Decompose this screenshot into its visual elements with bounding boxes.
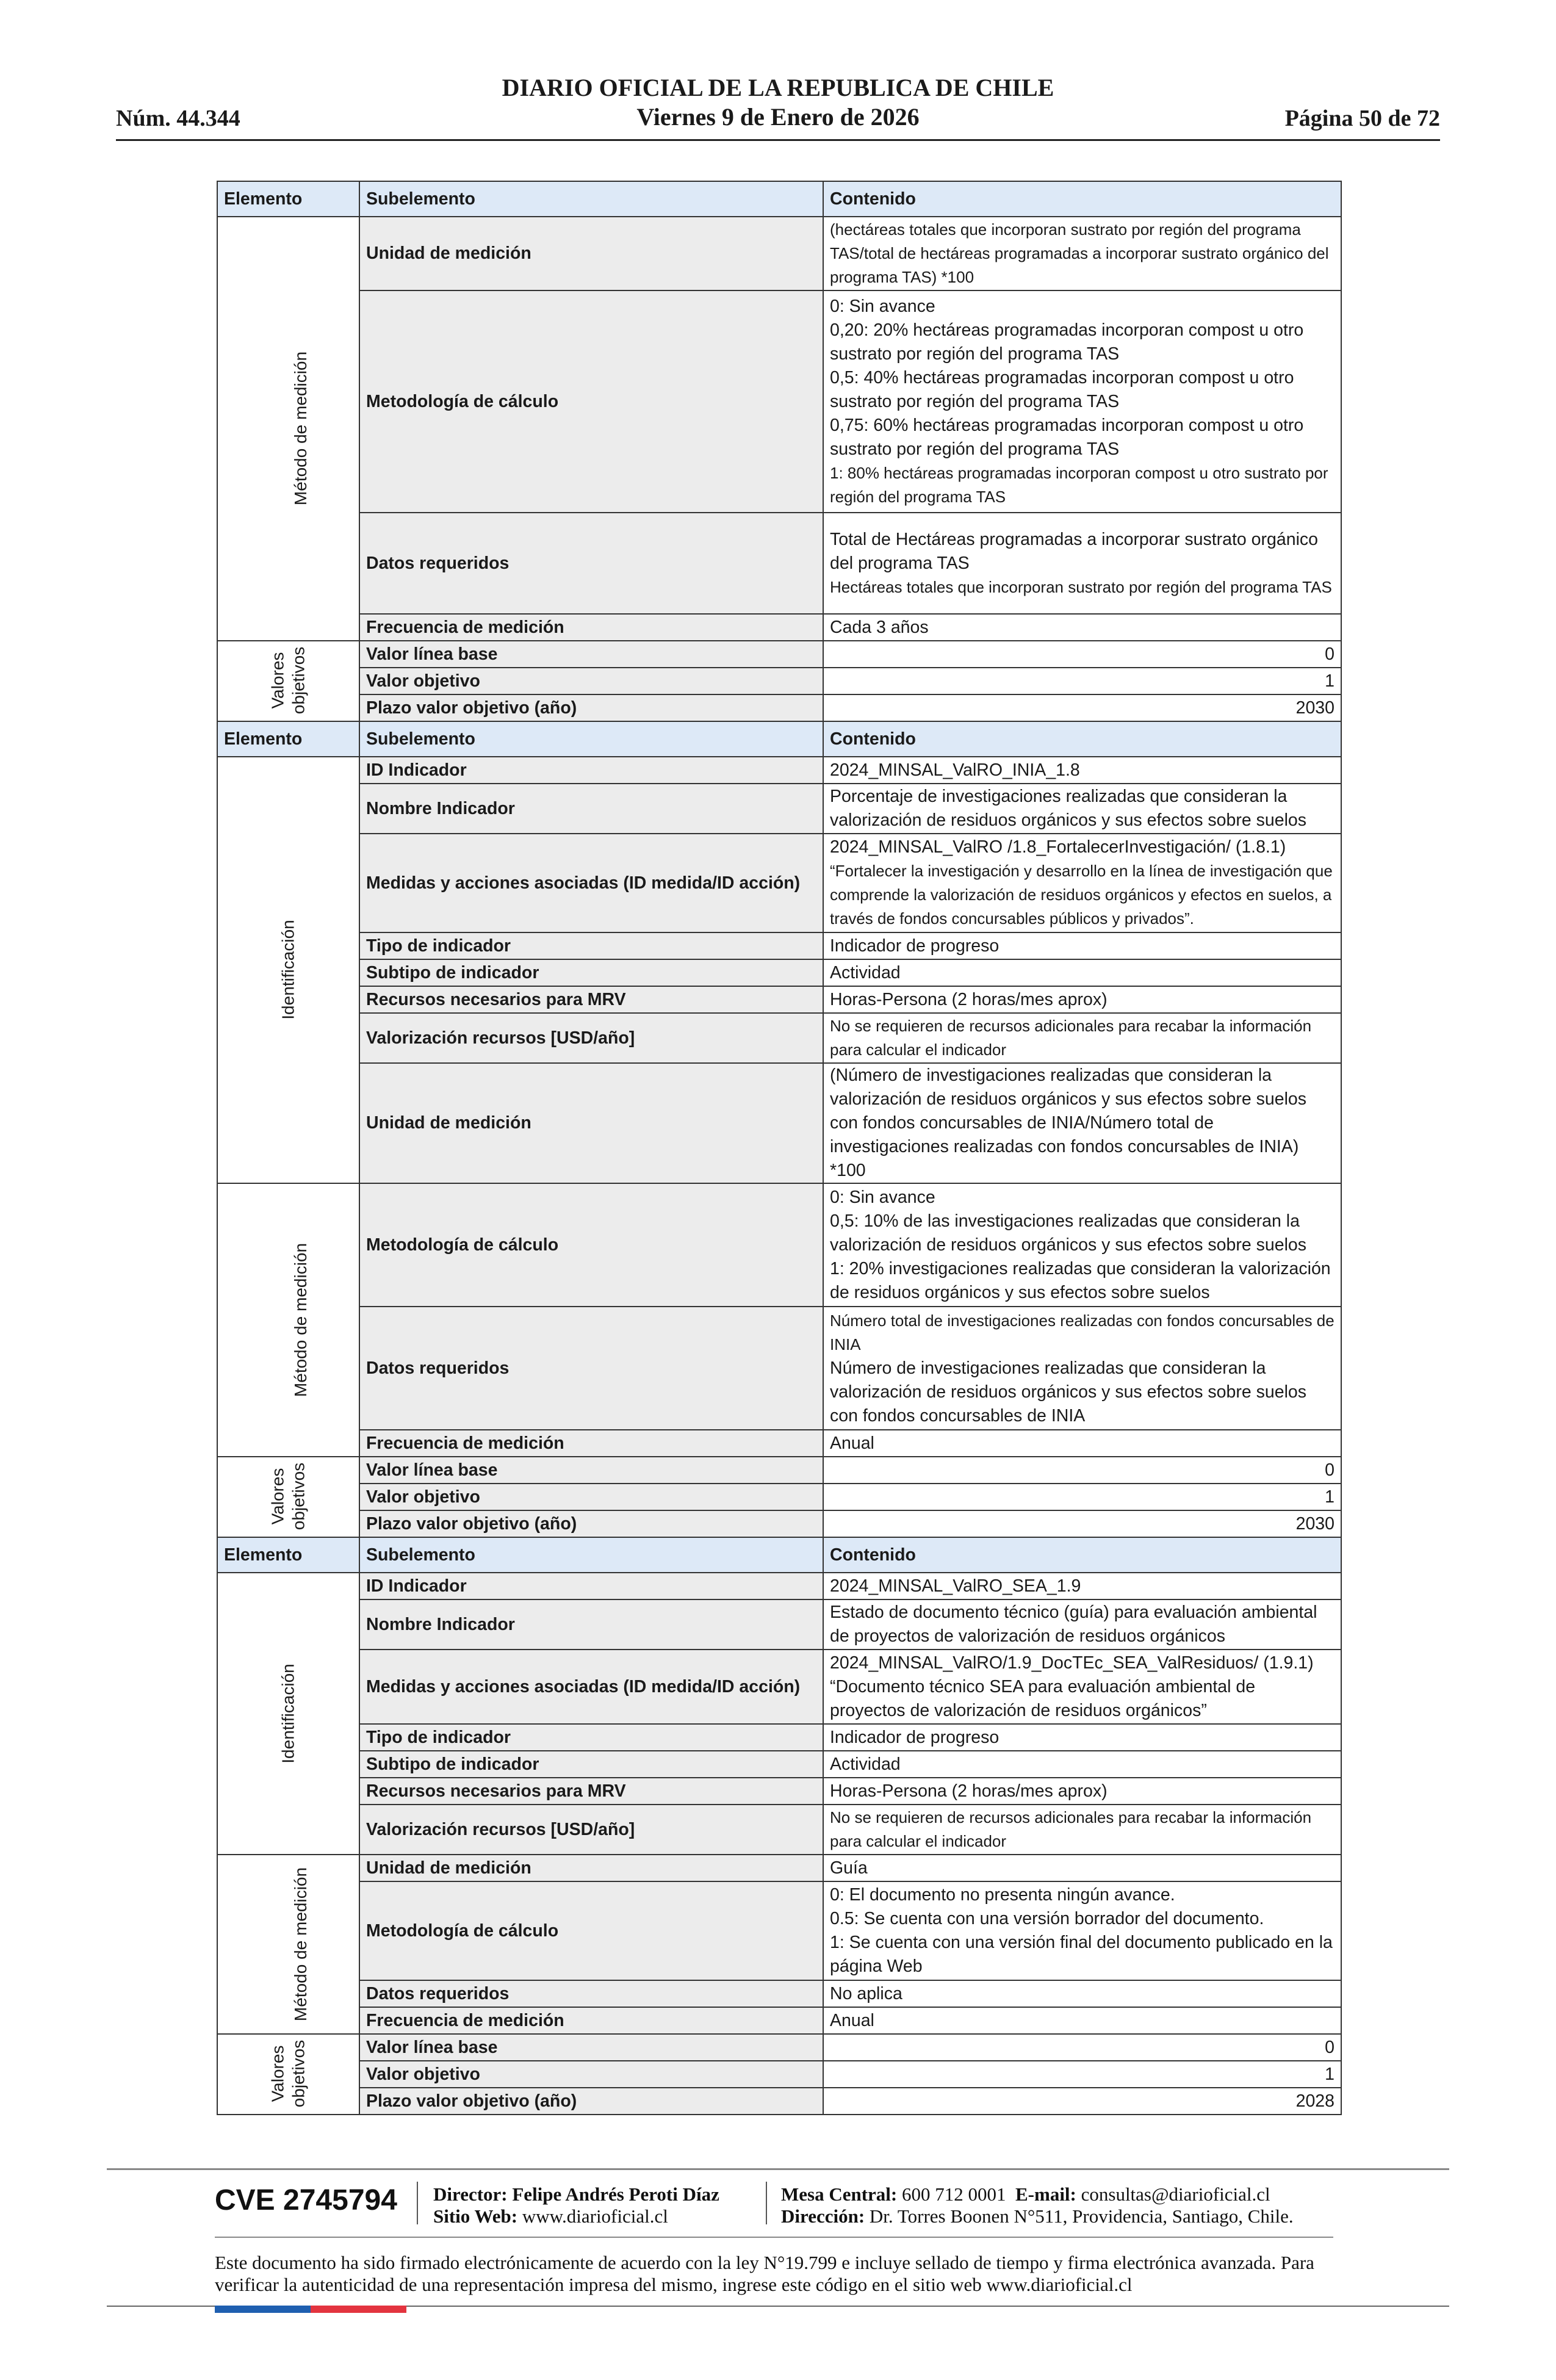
table-row	[217, 668, 1341, 694]
header-rule	[116, 139, 1440, 141]
row-label: Valor objetivo	[359, 668, 823, 694]
table-row	[217, 2061, 1341, 2088]
row-value: Estado de documento técnico (guía) para evaluación ambiental de proyectos de valorización de residuos orgánicos	[823, 1599, 1341, 1650]
group-valores-objetivos: Valores objetivos	[217, 2034, 359, 2115]
table-row	[217, 290, 1341, 513]
table-row	[217, 1457, 1341, 1484]
publication-title: DIARIO OFICIAL DE LA REPUBLICA DE CHILE	[502, 74, 1054, 101]
row-value: No se requieren de recursos adicionales para recabar la información para calcular el indicador	[823, 1013, 1341, 1063]
table-row	[217, 932, 1341, 959]
row-label: Frecuencia de medición	[359, 1430, 823, 1457]
table-row	[217, 1650, 1341, 1724]
row-value: 2030	[823, 694, 1341, 721]
row-label: Valor línea base	[359, 1457, 823, 1484]
row-label: Recursos necesarios para MRV	[359, 1778, 823, 1805]
group-valores-objetivos: Valores objetivos	[217, 1457, 359, 1537]
table-row	[217, 1778, 1341, 1805]
row-value: Indicador de progreso	[823, 932, 1341, 959]
table-row	[217, 986, 1341, 1013]
row-value: 2024_MINSAL_ValRO /1.8_FortalecerInvestigación/ (1.8.1) “Fortalecer la investigación y desarrollo en la línea de investigación que comprende la valorización de residuos orgánicos y efectos en suelos, a través de fondos concursables públicos y privados”.	[823, 834, 1341, 932]
row-value: Total de Hectáreas programadas a incorporar sustrato orgánico del programa TAS Hectáreas totales que incorporan sustrato por región del programa TAS	[823, 513, 1341, 614]
table-row	[217, 1183, 1341, 1307]
table-row	[217, 1013, 1341, 1063]
row-value: 0: El documento no presenta ningún avance. 0.5: Se cuenta con una versión borrador del documento. 1: Se cuenta con una versión final del documento publicado en la página Web	[823, 1881, 1341, 1980]
col-elemento: Elemento	[217, 1537, 359, 1573]
row-value: Actividad	[823, 1751, 1341, 1778]
col-contenido: Contenido	[823, 181, 1341, 217]
col-subelemento: Subelemento	[359, 181, 823, 217]
indicator-table	[217, 181, 1342, 2115]
table-header-row	[217, 181, 1341, 217]
row-label: Plazo valor objetivo (año)	[359, 1510, 823, 1537]
row-label: Medidas y acciones asociadas (ID medida/ID acción)	[359, 1650, 823, 1724]
table-row	[217, 757, 1341, 784]
table-row	[217, 1430, 1341, 1457]
col-subelemento: Subelemento	[359, 721, 823, 757]
row-value: 2028	[823, 2088, 1341, 2115]
table-row	[217, 1510, 1341, 1537]
publication-date: Viernes 9 de Enero de 2026	[636, 103, 920, 131]
table-header-row	[217, 1537, 1341, 1573]
group-valores-objetivos: Valores objetivos	[217, 641, 359, 721]
table-row	[217, 1805, 1341, 1855]
row-label: Frecuencia de medición	[359, 2007, 823, 2034]
group-metodo-medicion: Método de medición	[217, 1183, 359, 1457]
row-value: 1	[823, 2061, 1341, 2088]
legal-notice: Este documento ha sido firmado electrónicamente de acuerdo con la ley N°19.799 e incluye sellado de tiempo y firma electrónica avanzada. Para verificar la autenticidad de una representación impresa del mismo, ingrese este código en el sitio web www.diarioficial.cl	[215, 2252, 1314, 2295]
row-label: Frecuencia de medición	[359, 614, 823, 641]
row-value: 0	[823, 1457, 1341, 1484]
table-row	[217, 1573, 1341, 1599]
table-row	[217, 217, 1341, 290]
col-contenido: Contenido	[823, 1537, 1341, 1573]
row-label: Metodología de cálculo	[359, 1881, 823, 1980]
row-value: (Número de investigaciones realizadas que consideran la valorización de residuos orgánicos y sus efectos sobre suelos con fondos concursables de INIA/Número total de investigaciones realizadas con fondos concursables de INIA) *100	[823, 1063, 1341, 1183]
footer-director-block: Director: Felipe Andrés Peroti Díaz Sitio Web: www.diarioficial.cl	[433, 2183, 719, 2227]
page-header	[116, 73, 1440, 140]
table-row	[217, 1980, 1341, 2007]
table-row	[217, 641, 1341, 668]
row-label: Metodología de cálculo	[359, 1183, 823, 1307]
row-label: Nombre Indicador	[359, 1599, 823, 1650]
table-header-row	[217, 721, 1341, 757]
row-label: Valor objetivo	[359, 2061, 823, 2088]
table-row	[217, 959, 1341, 986]
col-contenido: Contenido	[823, 721, 1341, 757]
footer-contact-block: Mesa Central: 600 712 0001 E-mail: consultas@diarioficial.cl Dirección: Dr. Torres Boonen N°511, Providencia, Santiago, Chile.	[781, 2183, 1294, 2227]
row-value: Horas-Persona (2 horas/mes aprox)	[823, 986, 1341, 1013]
row-value: 2024_MINSAL_ValRO_INIA_1.8	[823, 757, 1341, 784]
row-value: No aplica	[823, 1980, 1341, 2007]
row-label: Tipo de indicador	[359, 1724, 823, 1751]
row-value: 2024_MINSAL_ValRO_SEA_1.9	[823, 1573, 1341, 1599]
row-value: Anual	[823, 2007, 1341, 2034]
row-label: Subtipo de indicador	[359, 959, 823, 986]
table-row	[217, 1855, 1341, 1881]
row-value: 0: Sin avance 0,5: 10% de las investigaciones realizadas que consideran la valorización de residuos orgánicos y sus efectos sobre suelos 1: 20% investigaciones realizadas que consideran la valorización de residuos orgánicos y sus efectos sobre suelos	[823, 1183, 1341, 1307]
table-row	[217, 614, 1341, 641]
page-number: Página 50 de 72	[1284, 106, 1440, 131]
row-value: 1	[823, 1484, 1341, 1510]
email-link[interactable]: consultas@diarioficial.cl	[1081, 2183, 1270, 2205]
row-label: Datos requeridos	[359, 513, 823, 614]
row-label: Nombre Indicador	[359, 784, 823, 834]
footer-divider	[417, 2182, 418, 2224]
group-metodo-medicion: Método de medición	[217, 1855, 359, 2034]
footer-divider	[766, 2182, 767, 2224]
row-value: 0	[823, 641, 1341, 668]
row-value: (hectáreas totales que incorporan sustrato por región del programa TAS/total de hectáreas programadas a incorporar sustrato orgánico del programa TAS) *100	[823, 217, 1341, 290]
group-metodo-medicion: Método de medición	[217, 217, 359, 641]
group-identificacion: Identificación	[217, 757, 359, 1183]
row-value: 2030	[823, 1510, 1341, 1537]
row-label: Medidas y acciones asociadas (ID medida/ID acción)	[359, 834, 823, 932]
table-row	[217, 834, 1341, 932]
table-row	[217, 1751, 1341, 1778]
row-value: Guía	[823, 1855, 1341, 1881]
row-label: Valorización recursos [USD/año]	[359, 1013, 823, 1063]
row-label: Valor línea base	[359, 2034, 823, 2061]
table-row	[217, 513, 1341, 614]
cve-code: CVE 2745794	[215, 2184, 397, 2216]
table-row	[217, 2088, 1341, 2115]
header-center	[116, 73, 1440, 132]
table-row	[217, 1599, 1341, 1650]
footer-rule	[107, 2168, 1449, 2170]
table-row	[217, 1881, 1341, 1980]
row-label: Datos requeridos	[359, 1307, 823, 1430]
row-value: No se requieren de recursos adicionales para recabar la información para calcular el indicador	[823, 1805, 1341, 1855]
row-value: 2024_MINSAL_ValRO/1.9_DocTEc_SEA_ValResiduos/ (1.9.1) “Documento técnico SEA para evaluación ambiental de proyectos de valorización de residuos orgánicos”	[823, 1650, 1341, 1724]
row-label: Plazo valor objetivo (año)	[359, 2088, 823, 2115]
table-row	[217, 694, 1341, 721]
table-row	[217, 1307, 1341, 1430]
table-row	[217, 2034, 1341, 2061]
row-value: Horas-Persona (2 horas/mes aprox)	[823, 1778, 1341, 1805]
row-value: 0: Sin avance 0,20: 20% hectáreas programadas incorporan compost u otro sustrato por región del programa TAS 0,5: 40% hectáreas programadas incorporan compost u otro sustrato por región del programa TAS 0,75: 60% hectáreas programadas incorporan compost u otro sustrato por región del programa TAS 1: 80% hectáreas programadas incorporan compost u otro sustrato por región del programa TAS	[823, 290, 1341, 513]
issue-number: Núm. 44.344	[116, 106, 240, 131]
col-subelemento: Subelemento	[359, 1537, 823, 1573]
row-label: Metodología de cálculo	[359, 290, 823, 513]
row-label: Valor línea base	[359, 641, 823, 668]
flag-color-bar	[215, 2306, 406, 2313]
row-label: Subtipo de indicador	[359, 1751, 823, 1778]
red-bar	[311, 2306, 406, 2313]
blue-bar	[215, 2306, 311, 2313]
table-row	[217, 2007, 1341, 2034]
row-value: Indicador de progreso	[823, 1724, 1341, 1751]
row-value: Porcentaje de investigaciones realizadas que consideran la valorización de residuos orgánicos y sus efectos sobre suelos	[823, 784, 1341, 834]
website-link[interactable]: www.diarioficial.cl	[522, 2205, 668, 2227]
row-label: Unidad de medición	[359, 1855, 823, 1881]
row-label: Unidad de medición	[359, 217, 823, 290]
row-label: Valorización recursos [USD/año]	[359, 1805, 823, 1855]
group-identificacion: Identificación	[217, 1573, 359, 1855]
row-label: Unidad de medición	[359, 1063, 823, 1183]
table-row	[217, 1063, 1341, 1183]
col-elemento: Elemento	[217, 181, 359, 217]
row-value: Anual	[823, 1430, 1341, 1457]
row-value: Actividad	[823, 959, 1341, 986]
row-label: ID Indicador	[359, 757, 823, 784]
row-label: Datos requeridos	[359, 1980, 823, 2007]
row-value: 0	[823, 2034, 1341, 2061]
row-value: 1	[823, 668, 1341, 694]
row-value: Cada 3 años	[823, 614, 1341, 641]
table-row	[217, 1724, 1341, 1751]
row-label: Recursos necesarios para MRV	[359, 986, 823, 1013]
row-label: Plazo valor objetivo (año)	[359, 694, 823, 721]
footer-rule-secondary	[215, 2237, 1333, 2238]
col-elemento: Elemento	[217, 721, 359, 757]
row-label: Tipo de indicador	[359, 932, 823, 959]
row-label: ID Indicador	[359, 1573, 823, 1599]
row-label: Valor objetivo	[359, 1484, 823, 1510]
row-value: Número total de investigaciones realizadas con fondos concursables de INIA Número de investigaciones realizadas que consideran la valorización de residuos orgánicos y sus efectos sobre suelos con fondos concursables de INIA	[823, 1307, 1341, 1430]
table-row	[217, 784, 1341, 834]
table-row	[217, 1484, 1341, 1510]
